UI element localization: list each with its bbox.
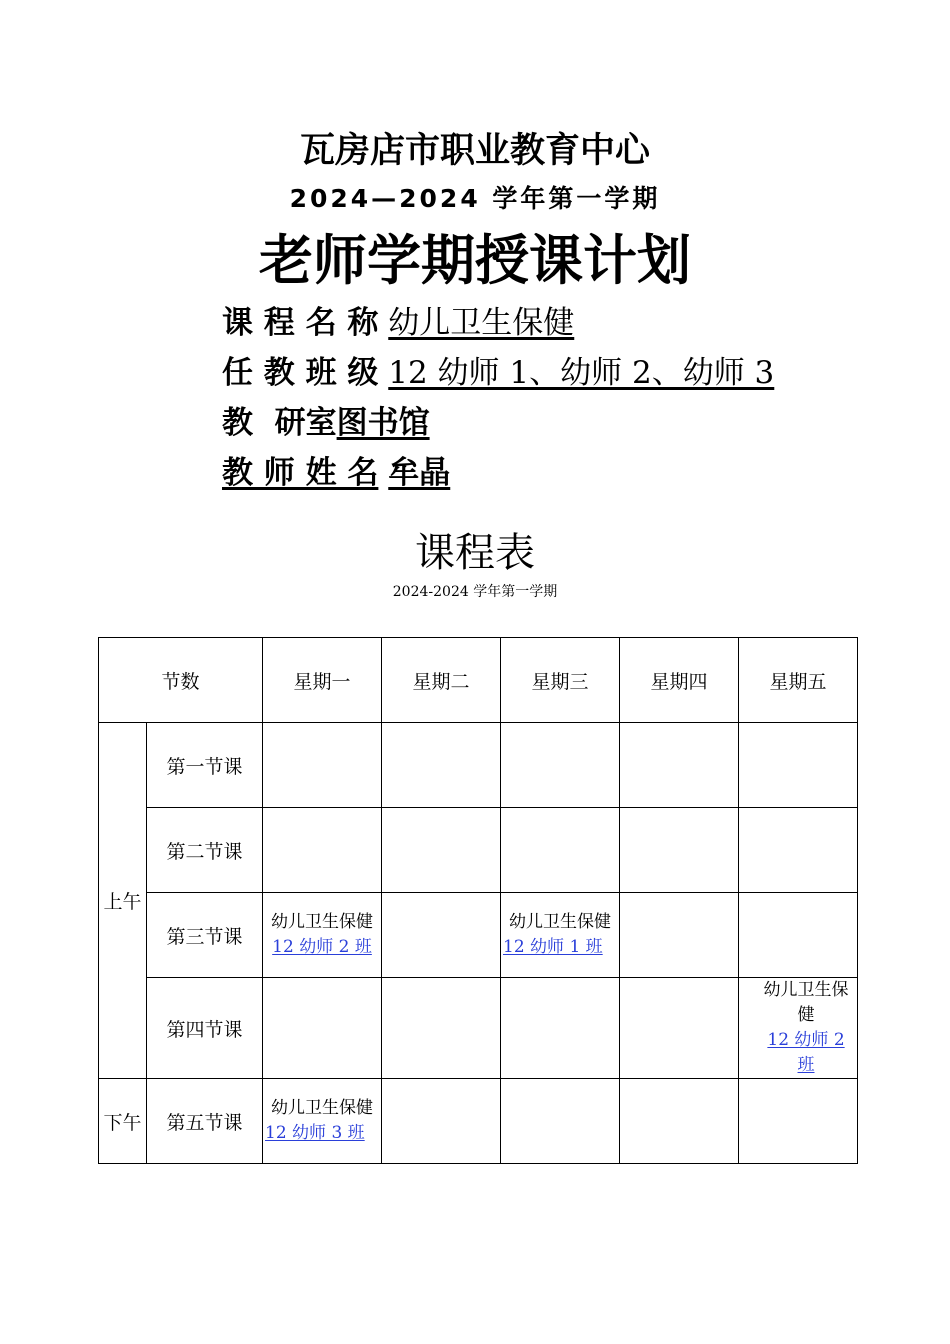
teacher-row [222,452,450,494]
course-text: 幼儿卫生保健 [271,912,374,932]
table-cell [739,808,858,893]
period-label: 第五节课 [147,1079,263,1164]
table-cell [382,893,501,978]
course-name-value: 幼儿卫生保健 [388,305,575,341]
afternoon-label: 下午 [99,1079,147,1164]
academic-term: 2024—2024 学年第一学期 [289,184,661,213]
document-title: 老师学期授课计划 [259,229,691,292]
table-cell [382,978,501,1079]
class-label: 任 教 班 级 [222,355,379,391]
class-value: 12 幼师 1、幼师 2、幼师 3 [388,355,775,391]
course-text: 幼儿卫生保健 [509,912,612,932]
class-entry-cell [501,893,620,978]
course-text: 幼儿卫生保健 [271,1098,374,1118]
class-link[interactable]: 12 幼师 3 班 [265,1123,365,1143]
table-cell [501,723,620,808]
table-row [99,893,858,978]
school-name: 瓦房店市职业教育中心 [299,131,650,171]
day-header: 星期五 [739,638,858,723]
table-row [99,723,858,808]
table-cell [263,723,382,808]
table-cell [620,978,739,1079]
class-row [222,352,774,394]
class-link[interactable]: 12 幼师 2 班 [272,937,372,957]
day-header: 星期二 [382,638,501,723]
table-row [99,978,858,1079]
class-entry-cell [263,1079,382,1164]
class-link[interactable]: 12 幼师 1 班 [503,937,603,957]
teacher-label: 教 师 姓 名 [222,455,379,491]
corner-header: 节数 [99,638,263,723]
day-header: 星期一 [263,638,382,723]
timetable-subtitle: 2024-2024 学年第一学期 [392,584,558,600]
table-cell [501,978,620,1079]
course-text: 幼儿卫生保健 [763,980,849,1025]
table-row [99,638,858,723]
table-cell [739,1079,858,1164]
class-entry-cell [263,893,382,978]
day-header: 星期四 [620,638,739,723]
course-name-row [222,302,574,344]
table-cell [501,1079,620,1164]
period-label: 第四节课 [147,978,263,1079]
table-cell [620,893,739,978]
table-row [99,808,858,893]
table-cell [739,893,858,978]
table-cell [620,1079,739,1164]
course-name-label: 课 程 名 称 [222,305,379,341]
table-cell [263,978,382,1079]
day-header: 星期三 [501,638,620,723]
department-label-suffix: 室 [305,405,337,441]
timetable [98,637,858,1164]
class-link[interactable]: 12 幼师 2 班 [767,1030,845,1075]
period-label: 第二节课 [147,808,263,893]
table-row [99,1079,858,1164]
department-value: 图书馆 [336,405,430,441]
morning-label: 上午 [99,723,147,1079]
table-cell [382,808,501,893]
table-cell [382,723,501,808]
department-row [222,402,430,444]
table-cell [620,808,739,893]
period-label: 第三节课 [147,893,263,978]
table-cell [739,723,858,808]
teacher-value: 牟晶 [388,455,451,491]
table-cell [620,723,739,808]
table-cell [501,808,620,893]
class-entry-cell [739,978,858,1079]
table-cell [263,808,382,893]
period-label: 第一节课 [147,723,263,808]
timetable-title: 课程表 [415,530,535,576]
table-cell [382,1079,501,1164]
department-label: 教 研 [222,405,306,441]
